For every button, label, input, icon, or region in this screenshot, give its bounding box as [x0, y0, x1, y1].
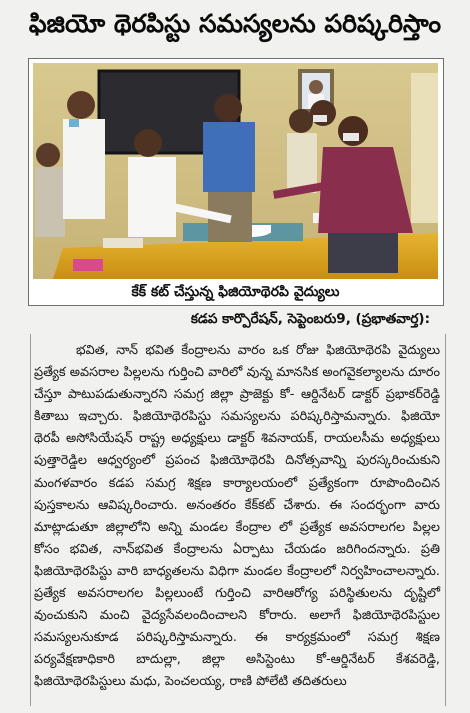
- article-body: [34, 340, 440, 694]
- news-photo-frame: [28, 58, 444, 306]
- dateline: కడప కార్పొరేషన్, సెప్టెంబరు9, (ప్రభాతవార్త):: [190, 311, 430, 327]
- photo-illustration: [33, 63, 438, 279]
- photo-caption: కేక్ కట్ చేస్తున్న ఫిజియోథెరపి వైద్యులు: [131, 284, 340, 300]
- cake-cutting-photo: [33, 63, 438, 279]
- article-paragraph: భవిత, నాన్ భవిత కేంద్రాలను వారం ఒక రోజు ఫిజియోథెరపి వైద్యులు ప్రత్యేక అవసరాల పిల్లలను గుర్తించి వారిలో వున్న మానసిక అంగవైకల్యాలను దూరం చేస్తూ పాటుపడుతున్నారని సమగ్ర జిల్లా ప్రాజెక్టు కో- ఆర్డినేటర్ డాక్టర్ ప్రభాకర్‌రెడ్డి కితాబు ఇచ్చారు. ఫిజియోథెరపిస్టు సమస్యలను పరిష్కరిస్తామన్నారు. ఫిజియో థెరపీ అసోసియేషన్ రాష్ట్ర అధ్యక్షులు డాక్టర్ శివనాయక్, రాయలసీమ అధ్యక్షులు పుత్తారెడ్డిల ఆధ్వర్యంలో ప్రపంచ ఫిజియోథెరపి దినోత్సవాన్ని పురస్కరించుకుని మంగళవారం కడప సమగ్ర శిక్షణ కార్యాలయంలో ప్రత్యేకంగా రూపొందించిన పుస్తకాలను ఆవిష్కరించారు. అనంతరం కేక్‌కట్ చేశారు. ఈ సందర్భంగా వారు మాట్లాడుతూ జిల్లాలోని అన్ని మండల కేంద్రాల లో ప్రత్యేక అవసరాలగల పిల్లల కోసం భవిత, నాన్‌భవిత కేంద్రాలను ఏర్పాటు చేయడం జరిగిందన్నారు. ప్రతి ఫిజియోథెరపిస్టు వారి బాధ్యతలను విధిగా మండల కేంద్రాలలో నిర్వహించాలన్నారు. ప్రత్యేక అవసరాలగల పిల్లలుంటే గుర్తించి వారిఆరోగ్య పరిస్థితులను దృష్టిలో వుంచుకుని మంచి వైద్యసేవలందించాలని కోరారు. అలాగే ఫిజియోథెరపిస్టుల సమస్యలనుకూడ పరిష్కరిస్తామన్నారు. ఈ కార్యక్రమంలో సమగ్ర శిక్షణ పర్యవేక్షణాధికారి బాదుల్లా, జిల్లా అసిస్టెంటు కో-ఆర్డినేటర్ కేశవరెడ్డి, ఫిజియోథెరపిస్టులు మధు, పెంచలయ్య, రాణి పోలేటి తదితరులు: [34, 343, 441, 690]
- headline: ఫిజియో థెరపిస్టు సమస్యలను పరిష్కరిస్తాం: [28, 9, 442, 38]
